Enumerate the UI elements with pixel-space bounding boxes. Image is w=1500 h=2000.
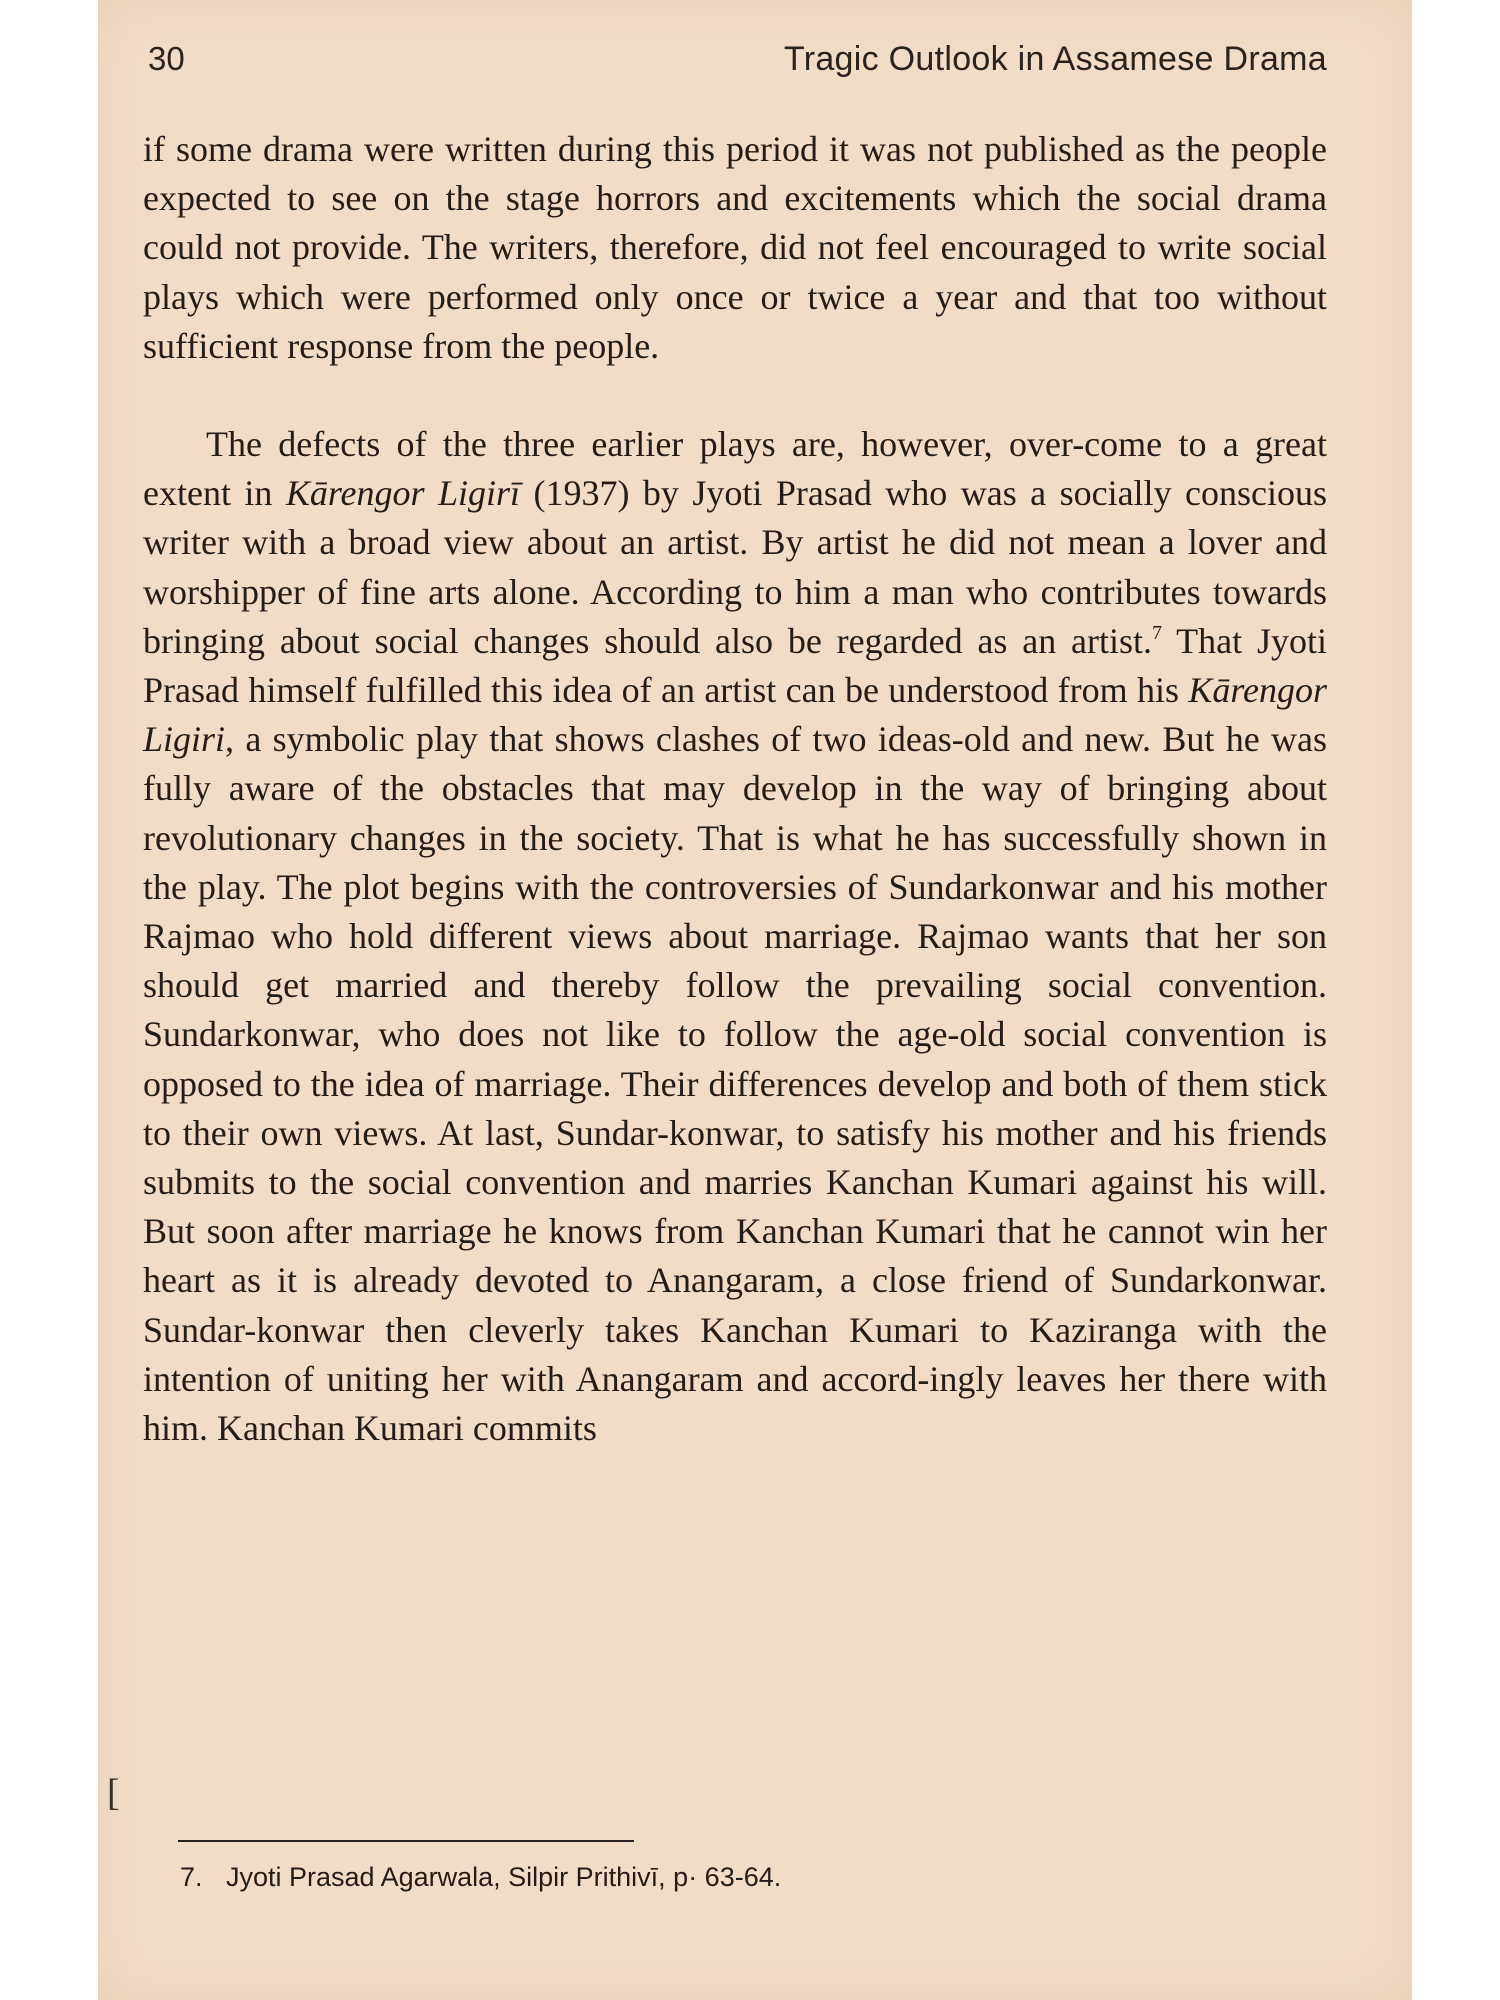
paragraph-1: if some drama were written during this period it was not published as the people expected to see on the stage horrors and excitements which the social drama could not provide. The writers, therefore, did not feel encouraged to write social plays which were performed only once or twice a year and that too without sufficient response from the people. <box>143 129 1327 366</box>
play-title-karengor-ligiri-2: Kārengor Ligiri <box>143 670 1327 760</box>
paragraph-2-text-b: (1937) by Jyoti Prasad who was a socially conscious writer with a broad view about an artist. By artist he did not mean a lover and worshipper of fine arts alone. According to him a man who contributes towards bringing about social changes should also be regarded as an artist. <box>143 473 1327 661</box>
footnote <box>180 1862 781 1893</box>
play-title-karengor-ligiri: Kārengor Ligirī <box>285 473 521 514</box>
margin-bracket-mark: [ <box>107 1772 120 1814</box>
paragraph-2 <box>143 420 1327 1453</box>
paragraph-2-text-a: The defects of the three earlier plays are, however, over-come to a great extent in <box>143 424 1327 514</box>
footnote-reference: 7 <box>1152 621 1162 644</box>
book-page <box>98 0 1412 2000</box>
page-number: 30 <box>148 40 185 77</box>
running-title: Tragic Outlook in Assamese Drama <box>783 40 1327 78</box>
footnote-text: Jyoti Prasad Agarwala, Silpir Prithivī, p· 63-64. <box>226 1862 782 1892</box>
paragraph-2-text-d: , a symbolic play that shows clashes of two ideas-old and new. But he was fully aware of the obstacles that may develop in the way of bringing about revolutionary changes in the society. That is what he has successfully shown in the play. The plot begins with the controversies of Sundarkonwar and his mother Rajmao who hold different views about marriage. Rajmao wants that her son should get married and thereby follow the prevailing social convention. Sundarkonwar, who does not like to follow the age-old social convention is opposed to the idea of marriage. Their differences develop and both of them stick to their own views. At last, Sundar-konwar, to satisfy his mother and his friends submits to the social convention and marries Kanchan Kumari against his will. But soon after marriage he knows from Kanchan Kumari that he cannot win her heart as it is already devoted to Anangaram, a close friend of Sundarkonwar. Sundar-konwar then cleverly takes Kanchan Kumari to Kaziranga with the intention of uniting her with Anangaram and accord-ingly leaves her there with him. Kanchan Kumari commits <box>143 719 1327 1449</box>
running-head <box>148 40 1327 90</box>
body-text <box>143 125 1327 1453</box>
paragraph-2-text-c: That Jyoti Prasad himself fulfilled this idea of an artist can be understood from his <box>143 620 1327 711</box>
footnote-rule <box>178 1840 634 1842</box>
footnote-number: 7. <box>180 1862 203 1892</box>
